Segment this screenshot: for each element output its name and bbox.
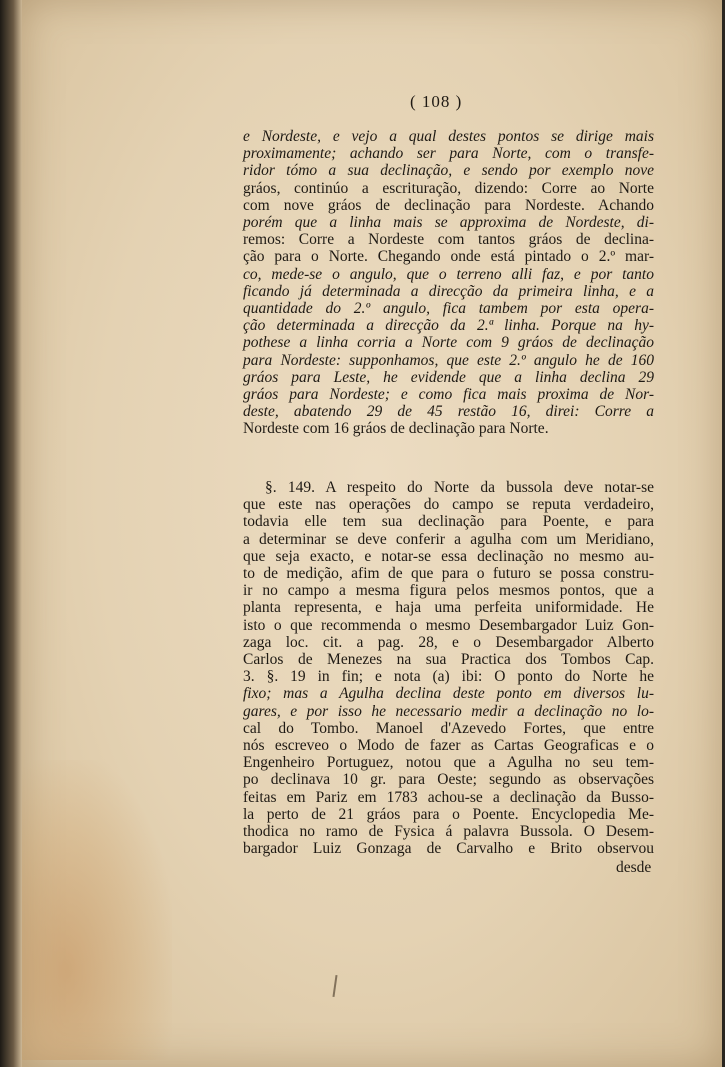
- text-line: porém que a linha mais se approxima de Nordeste, di-: [243, 214, 654, 232]
- catchword: desde: [616, 859, 652, 876]
- text-line: ridor tómo a sua declinação, e sendo por exemplo nove: [243, 162, 654, 180]
- text-line: la perto de 21 gráos para o Poente. Encyclopedia Me-: [243, 805, 654, 823]
- text-line: que seja exacto, e notar-se essa declinação no mesmo au-: [243, 547, 654, 565]
- text-line: proximamente; achando ser para Norte, com o transfe-: [243, 145, 654, 163]
- text-line: deste, abatendo 29 de 45 restão 16, direi: Corre a: [243, 403, 654, 421]
- text-line: gráos para Nordeste; e como fica mais proxima de Nor-: [243, 386, 654, 404]
- text-line: §. 149. A respeito do Norte da bussola deve notar-se: [265, 479, 654, 496]
- text-line: que este nas operações do campo se reputa verdadeiro,: [243, 496, 654, 514]
- text-line: cal do Tombo. Manoel d'Azevedo Fortes, que entre: [243, 719, 654, 737]
- text-line: com nove gráos de declinação para Nordeste. Achando: [243, 196, 654, 214]
- text-line: todavia elle tem sua declinação para Poente, e para: [243, 513, 654, 531]
- text-line: po declinava 10 gr. para Oeste; segundo as observações: [243, 771, 654, 789]
- text-line: thodica no ramo de Fysica á palavra Bussola. O Desem-: [243, 823, 654, 841]
- text-line: to de medição, afim de que para o futuro se possa constru-: [243, 565, 654, 583]
- text-line: planta representa, e haja uma perfeita uniformidade. He: [243, 599, 654, 617]
- text-line: bargador Luiz Gonzaga de Carvalho e Brito observou: [243, 840, 654, 858]
- text-line: feitas em Pariz em 1783 achou-se a declinação da Busso-: [243, 788, 654, 806]
- text-line: fixo; mas a Agulha declina deste ponto em diversos lu-: [243, 685, 654, 703]
- text-line: 3. §. 19 in fin; e nota (a) ibi: O ponto do Norte he: [243, 668, 654, 686]
- text-line: gráos, continúo a escrituração, dizendo: Corre ao Norte: [243, 179, 654, 197]
- text-line: ir no campo a mesma figura pelos mesmos pontos, que a: [243, 582, 654, 600]
- book-gutter: [0, 0, 22, 1067]
- paragraph-section-149: [243, 479, 654, 857]
- text-line: ção para o Norte. Chegando onde está pintado o 2.º mar-: [243, 248, 654, 266]
- text-line: remos: Corre a Nordeste com tantos gráos de declina-: [243, 231, 654, 249]
- text-line: gráos para Leste, he evidende que a linha declina 29: [243, 368, 654, 386]
- text-line: e Nordeste, e vejo a qual destes pontos se dirige mais: [243, 128, 654, 145]
- text-line: a determinar se deve conferir a agulha com um Meridiano,: [243, 530, 654, 548]
- text-line: nós escreveo o Modo de fazer as Cartas Geograficas e o: [243, 737, 654, 755]
- text-line: ficando já determinada a direcção da primeira linha, e a: [243, 282, 654, 300]
- text-line: gares, e por isso he necessario medir a declinação no lo-: [243, 702, 654, 720]
- text-line: isto o que recommenda o mesmo Desembargador Luiz Gon-: [243, 616, 654, 634]
- text-line: pothese a linha corria a Norte com 9 gráos de declinação: [243, 334, 654, 352]
- text-line: Engenheiro Portuguez, notou que a Agulha no seu tem-: [243, 754, 654, 772]
- text-line: Carlos de Menezes na sua Practica dos Tombos Cap.: [243, 651, 654, 669]
- text-line: co, mede-se o angulo, que o terreno alli faz, e por tanto: [243, 265, 654, 283]
- text-line: quantidade do 2.º angulo, fica tambem por esta opera-: [243, 300, 654, 318]
- text-line: Nordeste com 16 gráos de declinação para Norte.: [243, 420, 549, 438]
- page-number: ( 108 ): [410, 92, 463, 111]
- text-line: zaga loc. cit. a pag. 28, e o Desembargador Alberto: [243, 633, 654, 651]
- text-line: ção determinada a direcção da 2.ª linha. Porque na hy-: [243, 317, 654, 335]
- text-line: para Nordeste: supponhamos, que este 2.º angulo he de 160: [243, 351, 654, 369]
- paragraph-continuation: [243, 128, 654, 438]
